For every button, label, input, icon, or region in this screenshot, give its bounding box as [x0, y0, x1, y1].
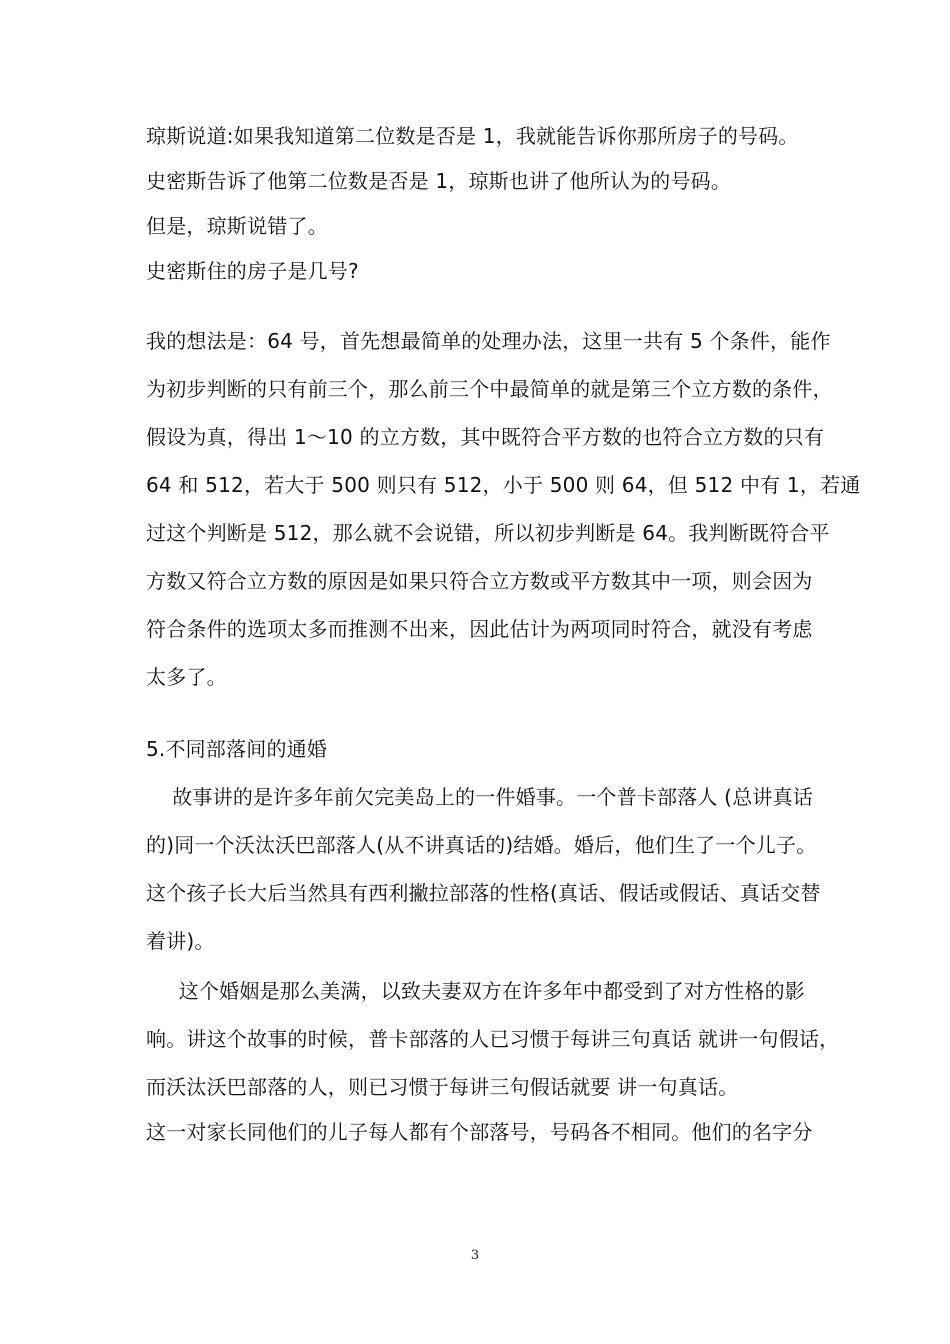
text-line: 我的想法是：64 号，首先想最简单的处理办法，这里一共有 5 个条件，能作 [146, 329, 831, 353]
text-line: 这个孩子长大后当然具有西利撇拉部落的性格(真话、假话或假话、真话交替 [146, 881, 821, 905]
page-number: 3 [470, 1248, 480, 1263]
text-line: 响。讲这个故事的时候，普卡部落的人已习惯于每讲三句真话 就讲一句假话， [146, 1027, 840, 1051]
text-line: 史密斯住的房子是几号? [146, 259, 359, 283]
text-line: 为初步判断的只有前三个，那么前三个中最简单的就是第三个立方数的条件， [146, 377, 833, 401]
text-line: 故事讲的是许多年前欠完美岛上的一件婚事。一个普卡部落人 (总讲真话 [146, 785, 813, 809]
text-line: 方数又符合立方数的原因是如果只符合立方数或平方数其中一项，则会因为 [146, 569, 813, 593]
document-body [146, 122, 861, 1146]
text-line: 假设为真，得出 1～10 的立方数，其中既符合平方数的也符合立方数的只有 [146, 425, 825, 449]
text-line: 但是，琼斯说错了。 [146, 214, 328, 238]
text-line: 64 和 512，若大于 500 则只有 512，小于 500 则 64，但 512 中有 1，若通 [146, 473, 861, 497]
text-line: 太多了。 [146, 665, 227, 689]
text-line: 着讲)。 [146, 929, 215, 953]
text-line: 这个婚姻是那么美满，以致夫妻双方在许多年中都受到了对方性格的影 [146, 979, 805, 1003]
text-line: 的)同一个沃汰沃巴部落人(从不讲真话的)结婚。婚后，他们生了一个儿子。 [146, 833, 817, 857]
text-line: 这一对家长同他们的儿子每人都有个部落号，号码各不相同。他们的名字分 [146, 1120, 813, 1144]
text-line: 而沃汰沃巴部落的人，则已习惯于每讲三句假话就要 讲一句真话。 [146, 1075, 739, 1099]
text-line: 过这个判断是 512，那么就不会说错，所以初步判断是 64。我判断既符合平 [146, 521, 830, 545]
text-line: 琼斯说道:如果我知道第二位数是否是 1，我就能告诉你那所房子的号码。 [146, 124, 799, 148]
text-line: 史密斯告诉了他第二位数是否是 1，琼斯也讲了他所认为的号码。 [146, 169, 732, 193]
text-line: 符合条件的选项太多而推测不出来，因此估计为两项同时符合，就没有考虑 [146, 617, 813, 641]
section-heading: 5.不同部落间的通婚 [146, 737, 328, 761]
